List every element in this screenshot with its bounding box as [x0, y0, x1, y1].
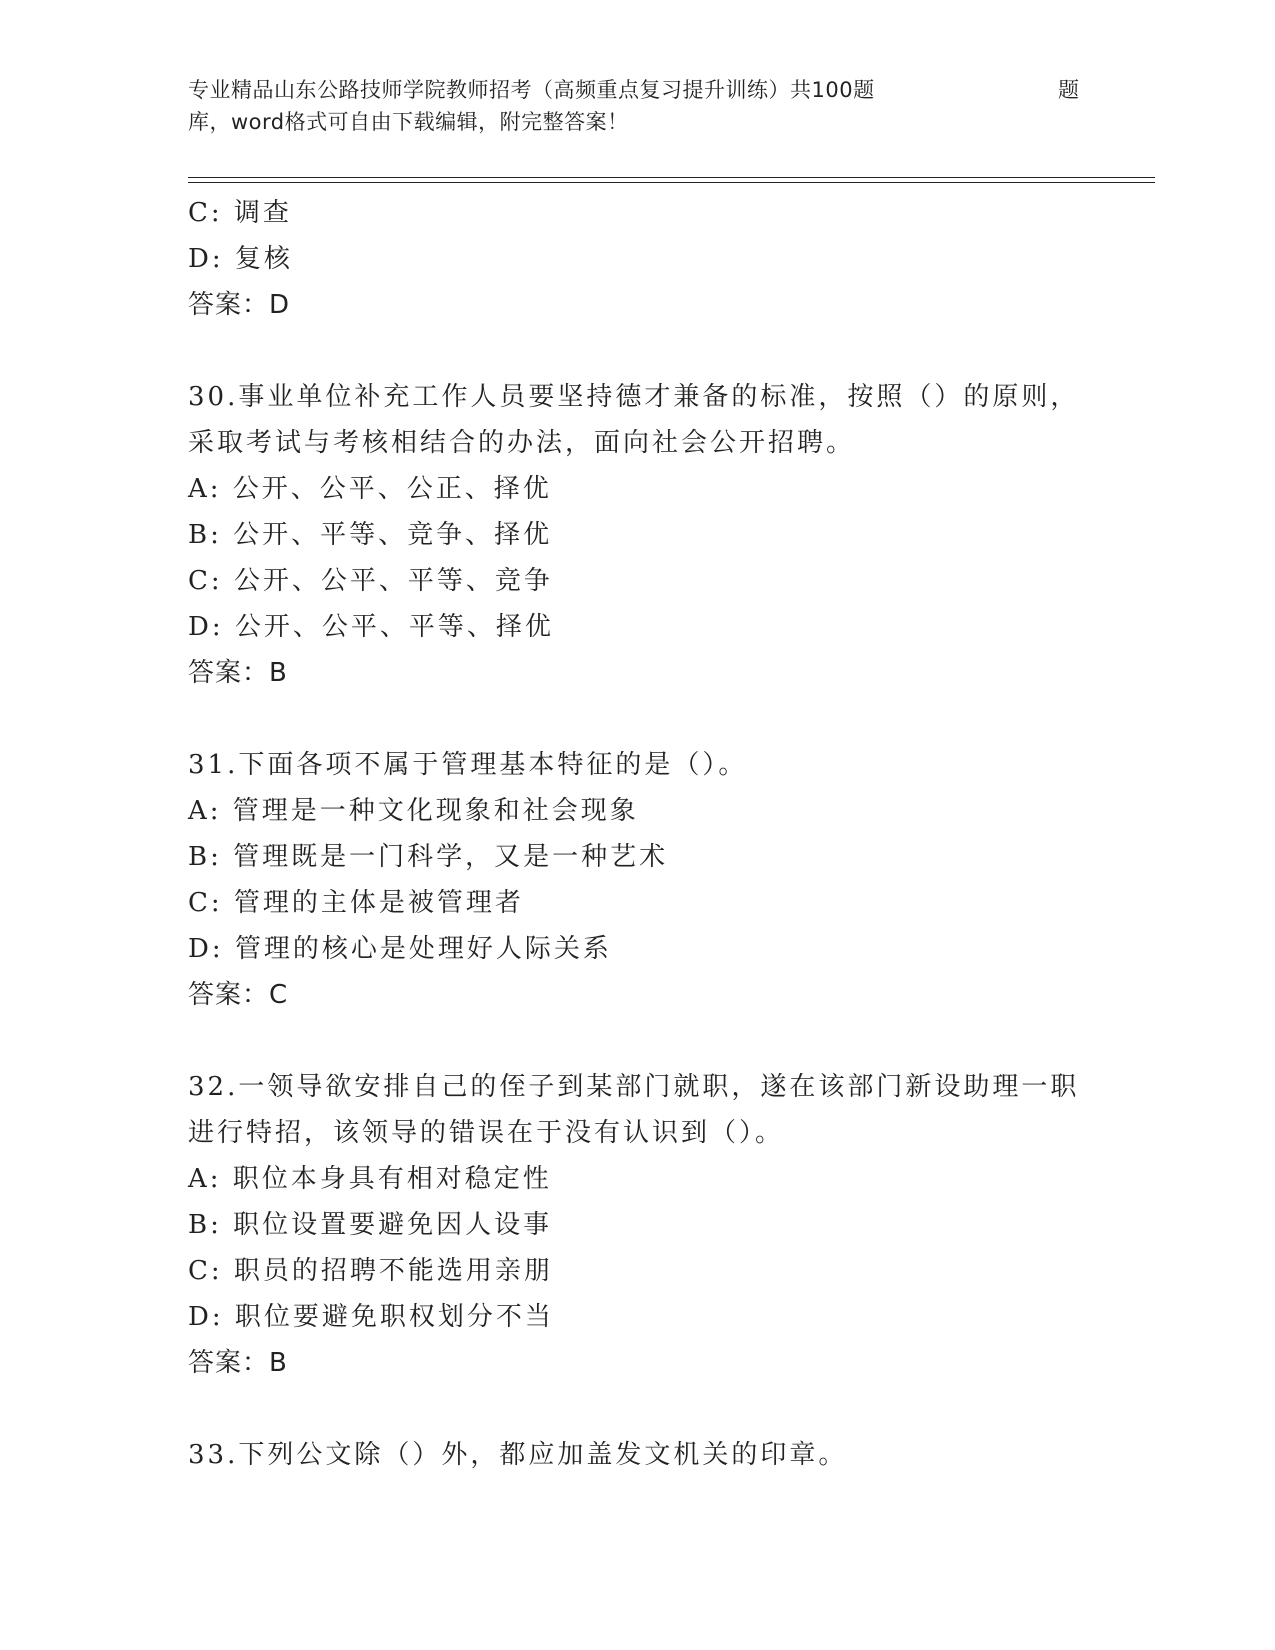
- option-a: A: 职位本身具有相对稳定性: [188, 1164, 552, 1194]
- question-32-text-cont: 进行特招，该领导的错误在于没有认识到（）。: [188, 1118, 785, 1148]
- option-b: B: 职位设置要避免因人设事: [188, 1210, 553, 1240]
- option-d: D: 管理的核心是处理好人际关系: [188, 934, 612, 964]
- header-divider-bottom: [188, 182, 1155, 183]
- header-title-line-1: 专业精品山东公路技师学院教师招考（高频重点复习提升训练）共100题: [188, 78, 875, 102]
- option-b: B: 公开、平等、竞争、择优: [188, 520, 553, 550]
- header-divider-top: [188, 177, 1155, 178]
- option-d: D: 公开、公平、平等、择优: [188, 612, 554, 642]
- header-title-line-2: 库，word格式可自由下载编辑，附完整答案！: [188, 110, 629, 134]
- answer: 答案：D: [188, 290, 291, 320]
- answer: 答案：B: [188, 1348, 288, 1378]
- answer: 答案：B: [188, 658, 288, 688]
- option-a: A: 公开、公平、公正、择优: [188, 474, 552, 504]
- option-b: B: 管理既是一门科学，又是一种艺术: [188, 842, 669, 872]
- option-d: D: 复核: [188, 244, 293, 274]
- question-32-text: 32.一领导欲安排自己的侄子到某部门就职，遂在该部门新设助理一职: [188, 1072, 1080, 1102]
- question-33-text: 33.下列公文除（）外，都应加盖发文机关的印章。: [188, 1440, 848, 1470]
- option-c: C: 公开、公平、平等、竞争: [188, 566, 553, 596]
- question-31-text: 31.下面各项不属于管理基本特征的是（）。: [188, 750, 748, 780]
- option-c: C: 管理的主体是被管理者: [188, 888, 524, 918]
- header-title-line-1-tail: 题: [1058, 78, 1080, 102]
- answer: 答案：C: [188, 980, 289, 1010]
- option-d: D: 职位要避免职权划分不当: [188, 1302, 554, 1332]
- question-30-text: 30.事业单位补充工作人员要坚持德才兼备的标准，按照（）的原则，: [188, 382, 1080, 412]
- option-c: C: 调查: [188, 198, 292, 228]
- page-header: [188, 74, 1088, 138]
- option-c: C: 职员的招聘不能选用亲朋: [188, 1256, 553, 1286]
- option-a: A: 管理是一种文化现象和社会现象: [188, 796, 639, 826]
- question-list: [188, 190, 1148, 1478]
- question-30-text-cont: 采取考试与考核相结合的办法，面向社会公开招聘。: [188, 428, 856, 458]
